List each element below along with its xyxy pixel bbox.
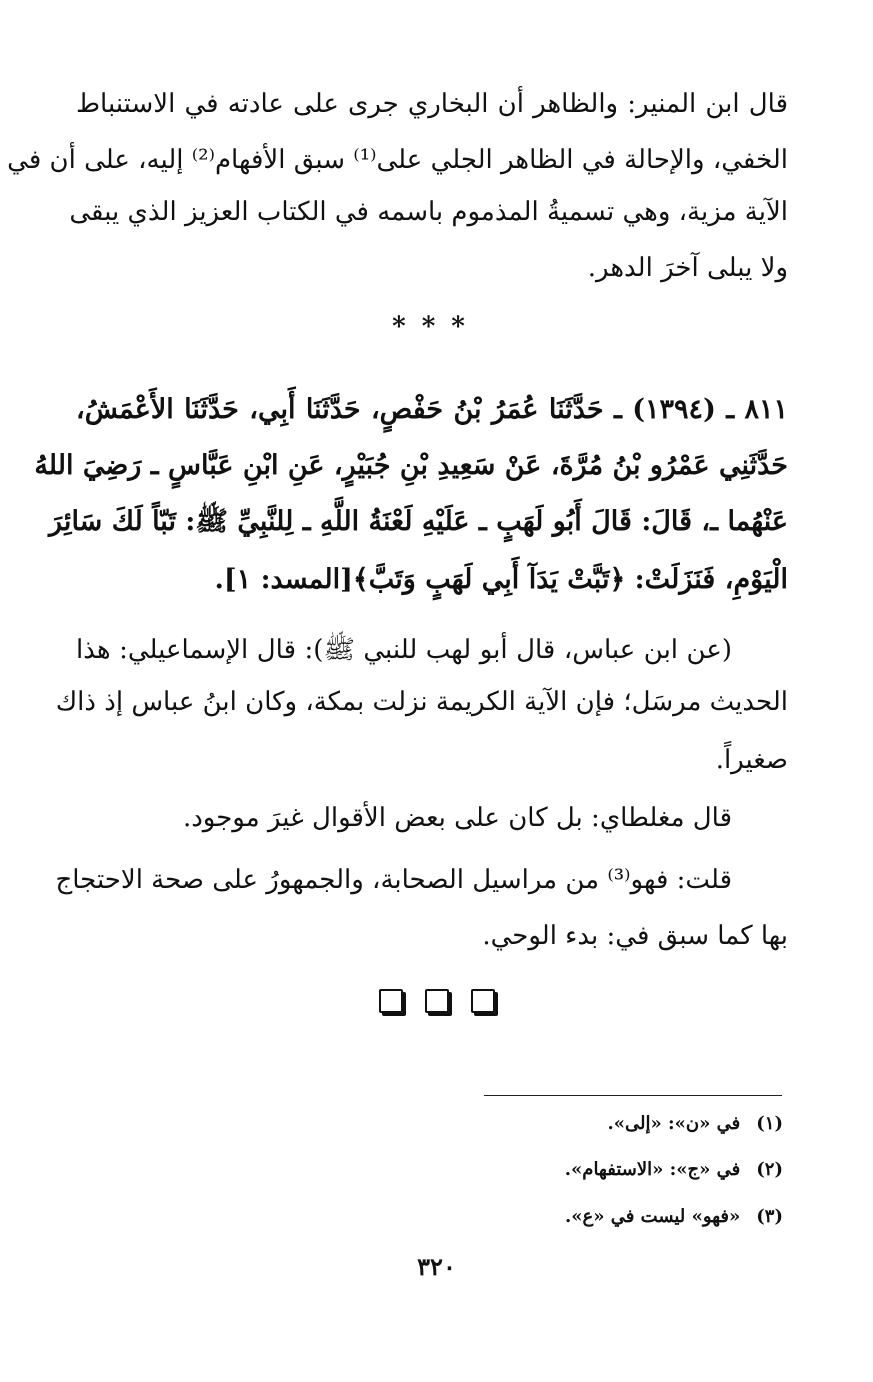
- footnote-3: [383, 1204, 783, 1230]
- square-ornament-icon: [425, 989, 449, 1013]
- footnote-2: [383, 1157, 783, 1183]
- text-line: ولا يبلى آخرَ الدهر.: [587, 253, 788, 283]
- text-line: ٨١١ ـ (١٣٩٤) ـ حَدَّثَنَا عُمَرُ بْنُ حَفْصٍ، حَدَّثَنَا أَبِي، حَدَّثَنَا الأَعْمَشُ،: [76, 394, 788, 425]
- footnote-number: (٢): [756, 1159, 783, 1180]
- commentary-paragraph-3: قال مغلطاي: بل كان على بعض الأقوال غيرَ موجود.: [182, 803, 732, 833]
- text-line: (عن ابن عباس، قال أبو لهب للنبي ﷺ): قال الإسماعيلي: هذا: [76, 635, 732, 665]
- text-line: قال ابن المنير: والظاهر أن البخاري جرى على عادته في الاستنباط: [76, 89, 788, 119]
- square-ornament-icon: [379, 989, 403, 1013]
- text-line: الآية مزية، وهي تسميةُ المذموم باسمه في الكتاب العزيز الذي يبقى: [69, 197, 788, 227]
- footnote-text: «فهو» ليست في «ع».: [565, 1206, 741, 1227]
- section-separator: ***: [392, 312, 481, 342]
- footnote-text: في «ن»: «إلى».: [607, 1113, 741, 1134]
- end-ornament: [0, 989, 873, 1013]
- footnote-number: (١): [756, 1113, 783, 1134]
- footnote-1: [383, 1111, 783, 1137]
- footnote-text: في «ج»: «الاستفهام».: [564, 1159, 741, 1180]
- text-line: الخفي، والإحالة في الظاهر الجلي على⁽¹⁾ سبق الأفهام⁽²⁾ إليه، على أن في: [7, 145, 788, 175]
- text-line: صغيراً.: [715, 745, 788, 775]
- text-line: قلت: فهو⁽³⁾ من مراسيل الصحابة، والجمهورُ على صحة الاحتجاج: [55, 865, 732, 895]
- text-line: بها كما سبق في: بدء الوحي.: [482, 921, 788, 951]
- text-line: الحديث مرسَل؛ فإن الآية الكريمة نزلت بمكة، وكان ابنُ عباس إذ ذاك: [55, 687, 788, 717]
- page-number: ٣٢٠: [417, 1252, 456, 1281]
- footnote-divider: [484, 1095, 782, 1096]
- text-line: عَنْهُما ـ، قَالَ: قَالَ أَبُو لَهَبٍ ـ عَلَيْهِ لَعْنَةُ اللَّهِ ـ لِلنَّبِيِّ ﷺ: تَبّاً لَكَ سَائِرَ: [49, 506, 788, 537]
- text-line: الْيَوْمِ، فَنَزَلَتْ: ﴿تَبَّتْ يَدَآ أَبِي لَهَبٍ وَتَبَّ﴾[المسد: ١].: [214, 564, 788, 595]
- square-ornament-icon: [471, 989, 495, 1013]
- footnote-number: (٣): [756, 1206, 783, 1227]
- text-line: حَدَّثَنِي عَمْرُو بْنُ مُرَّةَ، عَنْ سَعِيدِ بْنِ جُبَيْرٍ، عَنِ ابْنِ عَبَّاسٍ ـ رَضِيَ اللهُ: [34, 450, 788, 481]
